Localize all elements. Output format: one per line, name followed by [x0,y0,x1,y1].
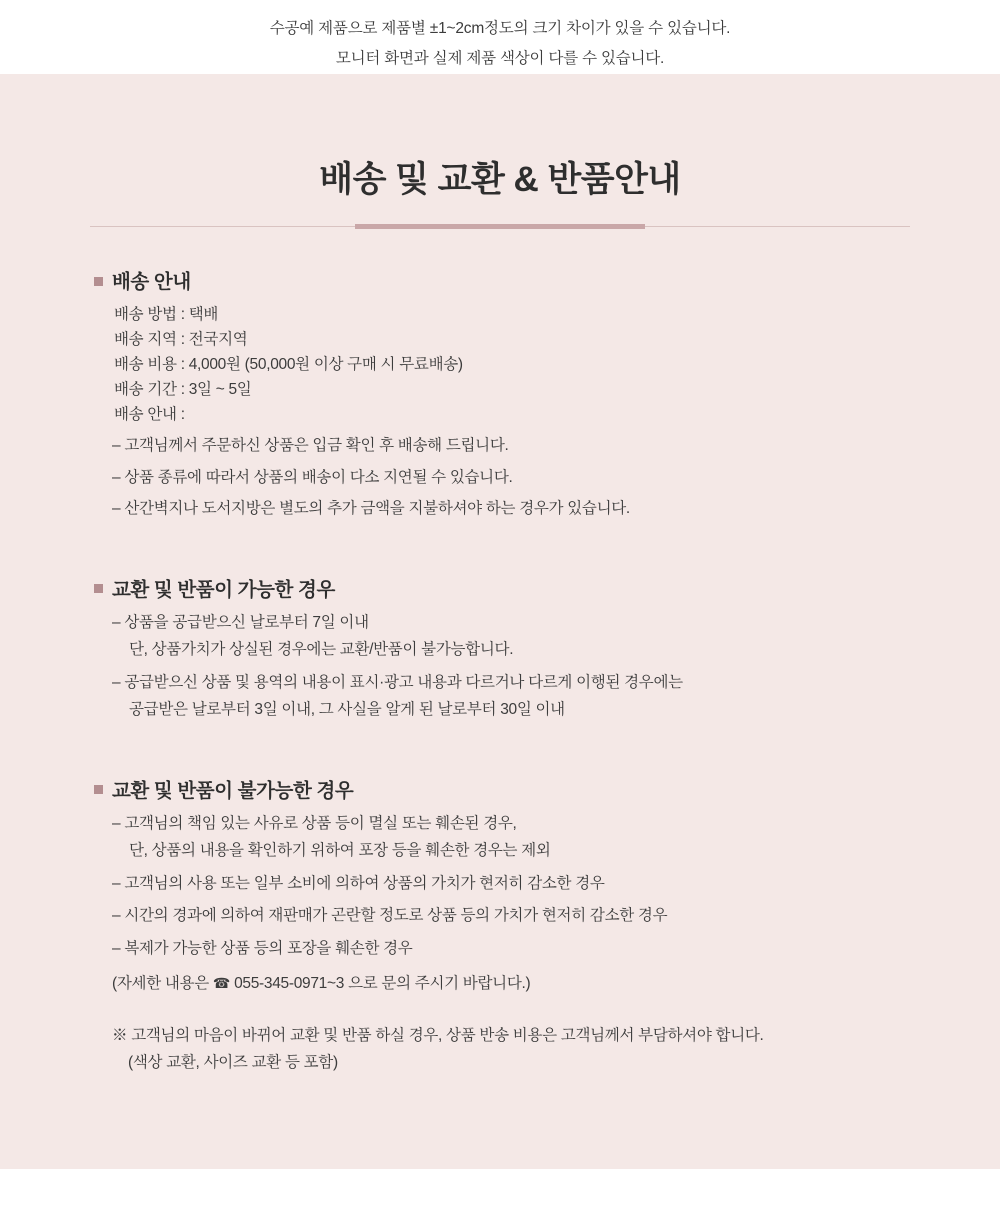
shipping-notice-1: – 고객님께서 주문하신 상품은 입금 확인 후 배송해 드립니다. [112,437,509,454]
denied-case-1: – 고객님의 책임 있는 사유로 상품 등이 멸실 또는 훼손된 경우, [112,814,517,832]
shipping-cost: 배송 비용 : 4,000원 (50,000원 이상 구매 시 무료배송) [114,356,463,373]
divider-accent [355,224,645,229]
phone-icon: ☎ [212,975,231,991]
section-shipping-info [90,266,910,522]
bullet-square-icon [94,584,103,593]
shipping-notice-label: 배송 안내 : [114,406,185,423]
shipping-notice-3: – 산간벽지나 도서지방은 별도의 추가 금액을 지불하셔야 하는 경우가 있습니다. [112,500,630,517]
section-exchange-allowed [90,574,910,723]
return-shipping-footnote-sub: (색상 교환, 사이즈 교환 등 포함) [128,1054,338,1071]
section-title: 교환 및 반품이 가능한 경우 [112,578,335,601]
page-title: 배송 및 교환 & 반품안내 [319,160,681,199]
bullet-square-icon [94,277,103,286]
allowed-case-1-note: 단, 상품가치가 상실된 경우에는 교환/반품이 불가능합니다. [129,641,514,658]
section-heading-row [94,266,910,294]
bullet-square-icon [94,785,103,794]
allowed-case-1: – 상품을 공급받으신 날로부터 7일 이내 [112,613,369,631]
allowed-case-2: – 공급받으신 상품 및 용역의 내용이 표시·광고 내용과 다르거나 다르게 이행된 경우에는 [112,673,683,691]
disclaimer-line-1: 수공예 제품으로 제품별 ±1~2cm정도의 크기 차이가 있을 수 있습니다. [269,20,731,37]
denied-case-1-note: 단, 상품의 내용을 확인하기 위하여 포장 등을 훼손한 경우는 제외 [129,842,551,859]
contact-line [94,971,910,997]
section-exchange-denied [90,775,910,1076]
return-shipping-footnote: ※ 고객님의 마음이 바뀌어 교환 및 반품 하실 경우, 상품 반송 비용은 고객님께서 부담하셔야 합니다. [112,1026,764,1044]
section-title: 교환 및 반품이 불가능한 경우 [112,779,354,802]
section-heading-row [94,775,910,803]
contact-number-text: 055-345-0971~3 으로 문의 주시기 바랍니다.) [230,975,531,992]
denied-case-2: – 고객님의 사용 또는 일부 소비에 의하여 상품의 가치가 현저히 감소한 경우 [112,874,605,892]
title-divider [90,224,910,230]
denied-case-4: – 복제가 가능한 상품 등의 포장을 훼손한 경우 [112,939,413,957]
shipping-method: 배송 방법 : 택배 [114,306,219,323]
shipping-returns-panel [0,74,1000,1169]
product-disclaimer-block [0,0,1000,74]
section-heading-row [94,574,910,602]
denied-case-3: – 시간의 경과에 의하여 재판매가 곤란할 정도로 상품 등의 가치가 현저히 감소한 경우 [112,907,668,924]
allowed-case-2-note: 공급받은 날로부터 3일 이내, 그 사실을 알게 된 날로부터 30일 이내 [129,701,565,718]
shipping-area: 배송 지역 : 전국지역 [114,331,248,348]
shipping-notice-2: – 상품 종류에 따라서 상품의 배송이 다소 지연될 수 있습니다. [112,468,513,486]
section-title: 배송 안내 [112,271,191,293]
disclaimer-line-2: 모니터 화면과 실제 제품 색상이 다를 수 있습니다. [335,50,665,67]
shipping-duration: 배송 기간 : 3일 ~ 5일 [114,381,252,398]
contact-prefix: (자세한 내용은 [112,975,213,992]
